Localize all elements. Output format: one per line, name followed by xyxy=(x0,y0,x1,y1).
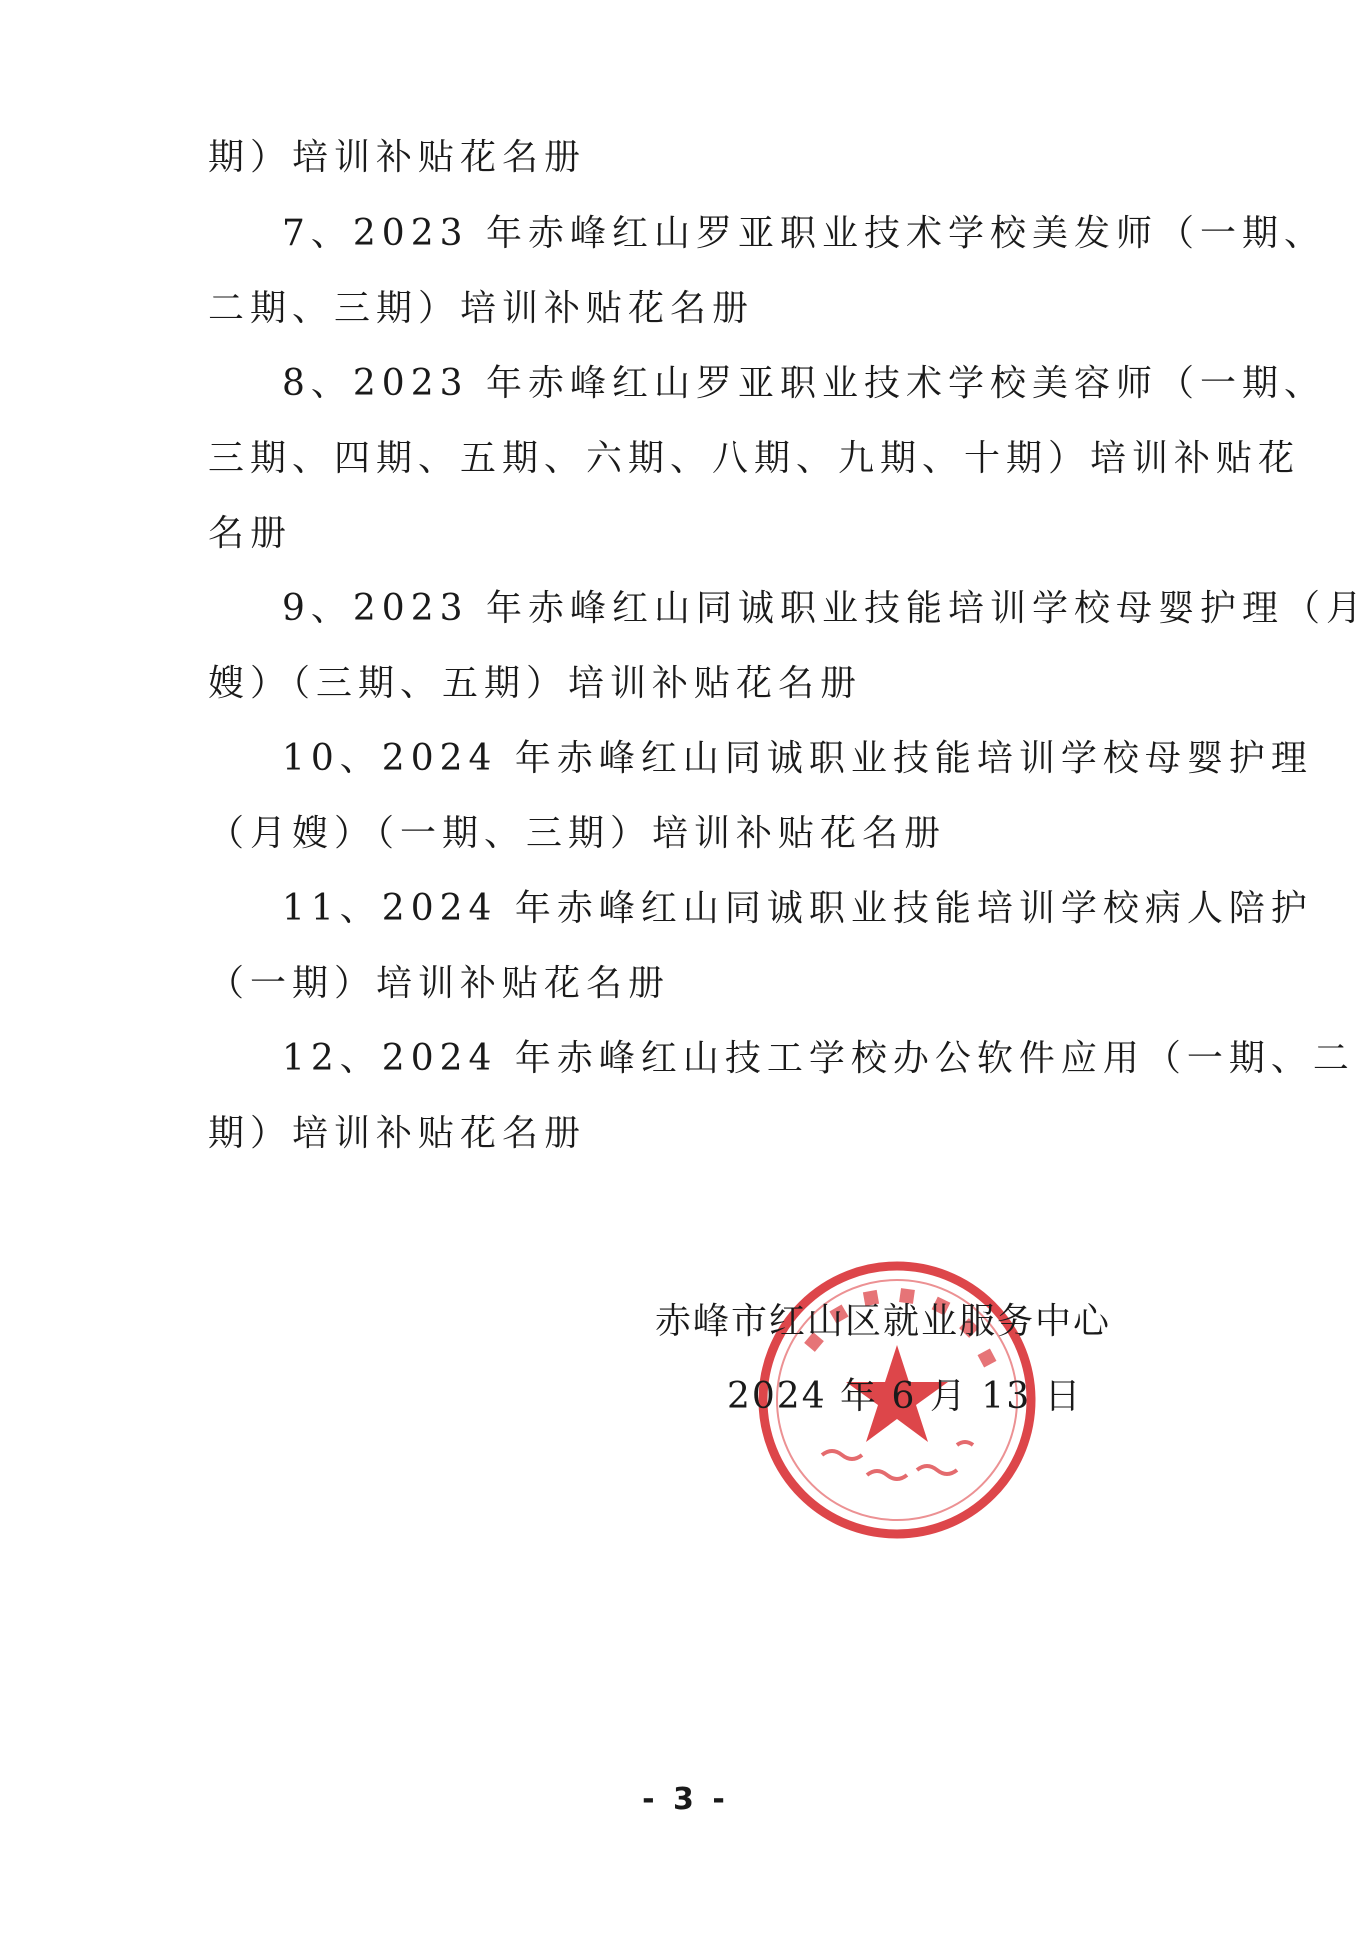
body-line: （月嫂）（一期、三期）培训补贴花名册 xyxy=(208,813,947,854)
body-line: 期）培训补贴花名册 xyxy=(208,1113,587,1154)
page-number: - 3 - xyxy=(642,1782,729,1817)
signature-date: 2024 年 6 月 13 日 xyxy=(727,1376,1083,1417)
body-line: 期）培训补贴花名册 xyxy=(208,137,587,178)
body-line: 7、2023 年赤峰红山罗亚职业技术学校美发师（一期、 xyxy=(282,213,1326,254)
body-line: 9、2023 年赤峰红山同诚职业技能培训学校母婴护理（月 xyxy=(282,588,1368,629)
signature-organization: 赤峰市红山区就业服务中心 xyxy=(655,1301,1112,1342)
body-line: 10、2024 年赤峰红山同诚职业技能培训学校母婴护理 xyxy=(282,738,1313,779)
body-line: 11、2024 年赤峰红山同诚职业技能培训学校病人陪护 xyxy=(282,888,1313,929)
body-line: （一期）培训补贴花名册 xyxy=(208,963,671,1004)
body-line: 三期、四期、五期、六期、八期、九期、十期）培训补贴花 xyxy=(208,438,1301,479)
body-line: 名册 xyxy=(208,513,293,554)
body-line: 8、2023 年赤峰红山罗亚职业技术学校美容师（一期、 xyxy=(282,363,1326,404)
body-line: 二期、三期）培训补贴花名册 xyxy=(208,288,755,329)
body-line: 12、2024 年赤峰红山技工学校办公软件应用（一期、二 xyxy=(282,1038,1355,1079)
body-line: 嫂）（三期、五期）培训补贴花名册 xyxy=(208,663,863,704)
